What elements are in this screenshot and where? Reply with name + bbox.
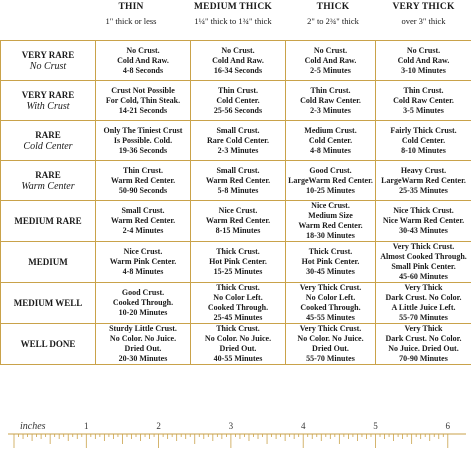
- ruler-number: 1: [84, 421, 89, 431]
- cooking-cell: [191, 81, 286, 121]
- table-row: [1, 41, 471, 81]
- doneness-level: RARE: [35, 169, 61, 180]
- doneness-descriptor: With Crust: [26, 100, 70, 112]
- cell-line: Good Crust.: [309, 165, 352, 175]
- cell-line: Cooked Through.: [112, 298, 174, 307]
- table-row: [1, 81, 471, 121]
- cell-line: Thick Crust.: [216, 283, 260, 292]
- cell-line: 40-55 Minutes: [213, 354, 263, 363]
- cooking-cell: [376, 161, 471, 201]
- doneness-label: [1, 161, 96, 201]
- column-subtitle: over 3" thick: [401, 16, 446, 26]
- cell-line: No Color. No Juice.: [297, 334, 364, 343]
- table-row: [1, 324, 471, 365]
- cell-line: Medium Size: [308, 211, 353, 220]
- cell-line: 14-21 Seconds: [118, 105, 168, 115]
- cell-line: Crust Not Possible: [111, 85, 175, 95]
- doneness-descriptor: No Crust: [29, 60, 67, 72]
- cell-line: Cold And Raw.: [304, 55, 357, 65]
- cell-line: Cold And Raw.: [397, 55, 450, 65]
- column-title: THICK: [316, 2, 350, 12]
- cell-line: Dark Crust. No Color.: [385, 334, 462, 343]
- cell-line: Nice Warm Red Center.: [382, 216, 465, 225]
- cell-line: 30-43 Minutes: [399, 226, 448, 235]
- cell-line: 4-8 Seconds: [122, 65, 164, 75]
- cell-line: Fairly Thick Crust.: [390, 125, 457, 135]
- doneness-descriptor: Warm Center: [21, 180, 75, 192]
- doneness-label: [1, 41, 96, 81]
- header-medium-thick: [180, 0, 286, 28]
- cooking-cell: [376, 41, 471, 81]
- cell-line: Only The Tiniest Crust: [103, 125, 183, 135]
- cell-line: Cold Raw Center.: [300, 95, 361, 105]
- cell-line: No Crust.: [313, 45, 348, 55]
- column-title: THIN: [118, 2, 144, 12]
- cell-line: Thick Crust.: [216, 324, 260, 333]
- header-very-thick: [376, 0, 471, 28]
- cell-line: 70-90 Minutes: [399, 354, 448, 363]
- cell-line: Cold Center.: [216, 95, 260, 105]
- cooking-cell: [286, 201, 376, 242]
- cell-line: Cooked Through.: [300, 303, 361, 312]
- cell-line: No Color Left.: [213, 293, 263, 302]
- cooking-cell: [376, 81, 471, 121]
- cell-line: 4-8 Minutes: [122, 267, 164, 276]
- cell-line: 45-60 Minutes: [399, 272, 448, 281]
- cooking-cell: [96, 201, 191, 242]
- cell-line: Heavy Crust.: [400, 165, 447, 175]
- cell-line: 16-34 Seconds: [213, 65, 263, 75]
- cooking-cell: [286, 283, 376, 324]
- cell-line: Very Thick: [404, 283, 443, 292]
- doneness-level: WELL DONE: [20, 339, 76, 349]
- cooking-cell: [96, 161, 191, 201]
- doneness-level: MEDIUM WELL: [13, 298, 83, 308]
- cell-line: 8-10 Minutes: [401, 145, 446, 155]
- cell-line: Medium Crust.: [304, 125, 357, 135]
- cell-line: Thin Crust.: [122, 165, 163, 175]
- cell-line: No Color Left.: [305, 293, 356, 302]
- cell-line: Very Thick Crust.: [392, 242, 455, 251]
- cell-line: No Crust.: [221, 45, 255, 55]
- cell-line: Small Pink Center.: [391, 262, 456, 271]
- cell-line: 5-8 Minutes: [217, 185, 259, 195]
- cooking-cell: [376, 242, 471, 283]
- cooking-cell: [191, 121, 286, 161]
- cell-line: Cold Raw Center.: [393, 95, 454, 105]
- cell-line: 4-8 Minutes: [310, 145, 351, 155]
- cell-line: 45-55 Minutes: [306, 313, 355, 322]
- ruler-number: 4: [300, 421, 306, 431]
- cell-line: 10-25 Minutes: [306, 185, 355, 195]
- cell-line: No Color. No Juice.: [109, 334, 177, 343]
- doneness-level: RARE: [35, 129, 61, 140]
- cell-line: Small Crust.: [216, 125, 260, 135]
- cooking-cell: [191, 283, 286, 324]
- cell-line: Cold And Raw.: [117, 55, 169, 65]
- cell-line: Warm Red Center.: [110, 175, 176, 185]
- cell-line: Dried Out.: [219, 344, 257, 353]
- cooking-cell: [286, 242, 376, 283]
- cell-line: Thin Crust.: [403, 85, 444, 95]
- cooking-cell: [376, 121, 471, 161]
- cell-line: Hot Pink Center.: [209, 257, 267, 266]
- cell-line: Very Thick Crust.: [299, 283, 362, 292]
- cell-line: Hot Pink Center.: [301, 257, 360, 266]
- cell-line: Nice Crust.: [218, 206, 258, 215]
- cooking-cell: [191, 324, 286, 365]
- cell-line: 25-56 Seconds: [213, 105, 263, 115]
- cell-line: Dried Out.: [124, 344, 162, 353]
- cell-line: Very Thick Crust.: [299, 324, 362, 333]
- cell-line: Good Crust.: [121, 288, 165, 297]
- cell-line: Nice Crust.: [311, 201, 350, 210]
- column-subtitle: 1" thick or less: [105, 16, 157, 26]
- cell-line: No Juice. Dried Out.: [388, 344, 459, 353]
- cooking-cell: [191, 242, 286, 283]
- cell-line: 2-3 Minutes: [217, 145, 259, 155]
- doneness-level: MEDIUM RARE: [14, 216, 82, 226]
- header-thin: [96, 0, 166, 28]
- cell-line: Is Possible. Cold.: [113, 135, 173, 145]
- inch-ruler: [0, 414, 471, 456]
- cell-line: 30-45 Minutes: [306, 267, 355, 276]
- cooking-cell: [96, 81, 191, 121]
- cell-line: Small Crust.: [216, 165, 260, 175]
- cell-line: 55-70 Minutes: [306, 354, 355, 363]
- cell-line: 2-3 Minutes: [310, 105, 351, 115]
- cell-line: 50-90 Seconds: [118, 185, 168, 195]
- cell-line: 8-15 Minutes: [215, 226, 261, 235]
- doneness-label: [1, 121, 96, 161]
- ruler-number: 3: [228, 421, 234, 431]
- cell-line: No Color. No Juice.: [204, 334, 272, 343]
- cooking-cell: [286, 161, 376, 201]
- ruler-number: 6: [445, 421, 451, 431]
- cooking-cell: [191, 41, 286, 81]
- cell-line: 20-30 Minutes: [118, 354, 168, 363]
- cell-line: 25-45 Minutes: [213, 313, 263, 322]
- table-row: [1, 121, 471, 161]
- cooking-cell: [96, 41, 191, 81]
- ruler-unit-label: inches: [20, 421, 46, 432]
- steak-cooking-table: [0, 40, 471, 365]
- cooking-cell: [286, 81, 376, 121]
- cell-line: 10-20 Minutes: [118, 308, 168, 317]
- cell-line: 55-70 Minutes: [399, 313, 448, 322]
- cooking-cell: [96, 324, 191, 365]
- cell-line: Cooked Through.: [207, 303, 269, 312]
- ruler-number: 2: [156, 421, 161, 431]
- header-thick: [290, 0, 376, 28]
- table-row: [1, 283, 471, 324]
- cell-line: Nice Crust.: [123, 247, 163, 256]
- table-row: [1, 242, 471, 283]
- doneness-label: [1, 324, 96, 365]
- cell-line: 15-25 Minutes: [213, 267, 263, 276]
- cell-line: Warm Red Center.: [205, 216, 271, 225]
- cooking-cell: [96, 121, 191, 161]
- cell-line: 3-5 Minutes: [403, 105, 444, 115]
- cell-line: Warm Red Center.: [298, 221, 363, 230]
- ruler-number: 5: [373, 421, 378, 431]
- cell-line: Very Thick: [404, 324, 443, 333]
- cell-line: Small Crust.: [121, 206, 165, 215]
- column-subtitle: 1¼" thick to 1¾" thick: [194, 16, 272, 26]
- cell-line: Cold Center.: [401, 135, 446, 145]
- cooking-cell: [96, 283, 191, 324]
- cell-line: Almost Cooked Through.: [380, 252, 467, 261]
- doneness-level: VERY RARE: [21, 89, 75, 100]
- cooking-cell: [191, 161, 286, 201]
- doneness-label: [1, 242, 96, 283]
- column-title: MEDIUM THICK: [194, 2, 272, 12]
- cell-line: Thick Crust.: [216, 247, 260, 256]
- cell-line: Cold Center.: [308, 135, 353, 145]
- doneness-level: VERY RARE: [21, 49, 75, 60]
- cell-line: 3-10 Minutes: [401, 65, 446, 75]
- cell-line: Cold And Raw.: [212, 55, 264, 65]
- cell-line: No Crust.: [126, 45, 160, 55]
- column-subtitle: 2" to 2¾" thick: [307, 16, 359, 26]
- cell-line: LargeWarm Red Center.: [381, 175, 466, 185]
- cell-line: Dark Crust. No Color.: [385, 293, 462, 302]
- cooking-cell: [376, 324, 471, 365]
- cell-line: Warm Red Center.: [205, 175, 271, 185]
- cell-line: Nice Thick Crust.: [393, 206, 454, 215]
- cell-line: LargeWarm Red Center.: [288, 175, 373, 185]
- doneness-descriptor: Cold Center: [23, 140, 73, 152]
- cell-line: A Little Juice Left.: [391, 303, 456, 312]
- cooking-cell: [286, 324, 376, 365]
- cell-line: Thin Crust.: [310, 85, 351, 95]
- cell-line: Thick Crust.: [308, 247, 353, 256]
- table-row: [1, 201, 471, 242]
- cell-line: Sturdy Little Crust.: [109, 324, 177, 333]
- column-title: VERY THICK: [392, 2, 455, 12]
- cell-line: No Crust.: [406, 45, 441, 55]
- cell-line: Thin Crust.: [217, 85, 258, 95]
- doneness-label: [1, 201, 96, 242]
- cell-line: 18-30 Minutes: [306, 231, 355, 240]
- cooking-cell: [286, 41, 376, 81]
- cooking-cell: [96, 242, 191, 283]
- doneness-label: [1, 283, 96, 324]
- cooking-cell: [286, 121, 376, 161]
- cooking-cell: [376, 201, 471, 242]
- doneness-label: [1, 81, 96, 121]
- cell-line: 19-36 Seconds: [118, 145, 168, 155]
- cell-line: For Cold, Thin Steak.: [105, 95, 181, 105]
- cell-line: Rare Cold Center.: [207, 135, 269, 145]
- cell-line: 2-5 Minutes: [310, 65, 351, 75]
- cell-line: Warm Red Center.: [110, 216, 176, 225]
- cooking-cell: [376, 283, 471, 324]
- cell-line: 25-35 Minutes: [399, 185, 448, 195]
- doneness-level: MEDIUM: [28, 257, 68, 267]
- table-row: [1, 161, 471, 201]
- cell-line: Dried Out.: [312, 344, 349, 353]
- cooking-cell: [191, 201, 286, 242]
- cell-line: 2-4 Minutes: [122, 226, 164, 235]
- cell-line: Warm Pink Center.: [109, 257, 177, 266]
